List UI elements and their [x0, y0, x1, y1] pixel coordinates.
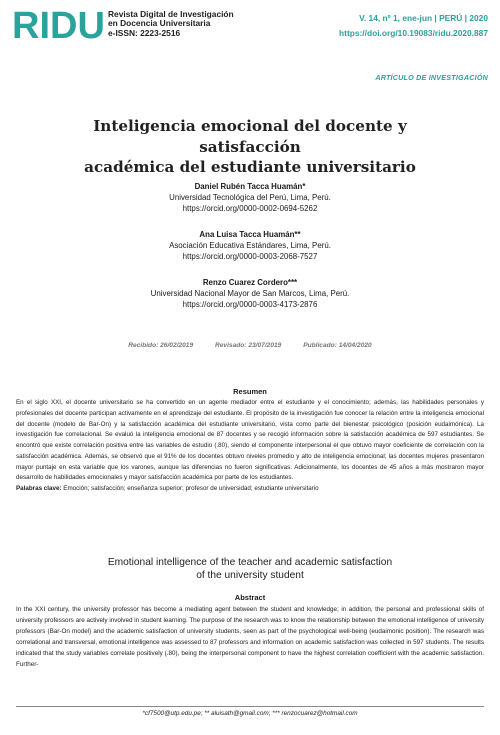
published-date: Publicado: 14/04/2020 [303, 342, 372, 349]
english-title-line2: of the university student [196, 570, 304, 581]
article-dates [40, 342, 460, 349]
author-name: Ana Luisa Tacca Huamán** [199, 230, 301, 239]
author-name: Daniel Rubén Tacca Huamán* [194, 182, 306, 191]
svg-text:RIDU: RIDU [12, 7, 105, 41]
article-title-line2: académica del estudiante universitario [84, 158, 416, 176]
footnote-divider [16, 706, 484, 707]
issue-info: V. 14, nº 1, ene-jun | PERÚ | 2020 [359, 13, 488, 23]
abstract-heading: Abstract [234, 593, 266, 602]
resumen-section [16, 398, 484, 495]
english-title [40, 556, 460, 582]
author-affiliation: Asociación Educativa Estándares, Lima, Perú. [169, 241, 331, 250]
author-orcid-link[interactable]: https://orcid.org/0000-0002-0694-5262 [182, 204, 318, 213]
journal-name-line1: Revista Digital de Investigación [108, 9, 234, 19]
revised-date: Revisado: 23/07/2019 [214, 342, 282, 349]
keywords-label: Palabras clave: [16, 485, 62, 492]
article-title-line1: Inteligencia emocional del docente y satisfacción [93, 117, 407, 156]
keywords-line [16, 484, 484, 495]
received-date: Recibido: 26/02/2019 [128, 342, 194, 349]
journal-issn: e-ISSN: 2223-2516 [108, 27, 181, 38]
author-orcid-link[interactable]: https://orcid.org/0000-0003-2068-7527 [182, 252, 318, 261]
article-type-label: ARTÍCULO DE INVESTIGACIÓN [375, 73, 488, 82]
author-affiliation: Universidad Tecnológica del Perú, Lima, Perú. [169, 193, 331, 202]
journal-name-line2: en Docencia Universitaria [108, 18, 211, 29]
journal-logo [12, 7, 107, 41]
resumen-text: En el siglo XXI, el docente universitario se ha convertido en un agente mediador entre el estudiante y el conocimiento; además, las habilidades personales y profesionales del docente participan activamente en el aprendizaje del estudiante. El propósito de la investigación fue conocer la relación entre la inteligencia emocional del docente (modelo de Bar-On) y la satisfacción académica del estudiante universitario, vista como parte del bienestar psicológico (posición eudaimónica). La investigación fue correlacional. Se evaluó la inteligencia emocional de 87 docentes y se recogió información sobre la satisfacción académica de 597 estudiantes. Se encontró que existe correlación positiva entre las variables de estudio (.80), siendo el componente interpersonal el que obtuvo mayor coeficiente de correlación con la satisfacción académica. Además, se observó que el 91% de los docentes obtuvo niveles promedio y alto de inteligencia emocional; las docentes mujeres presentaron mayor puntaje en esta variable que los varones, aunque las diferencias no fueron significativas. Adicionalmente, los docentes de 45 años a más mostraron mayor desarrollo de habilidades emocionales y mayor satisfacción académica por parte de los estudiantes. [16, 399, 484, 482]
doi-link[interactable]: https://doi.org/10.19083/ridu.2020.887 [339, 28, 488, 38]
author-orcid-link[interactable]: https://orcid.org/0000-0003-4173-2876 [182, 300, 318, 309]
journal-name [108, 10, 234, 38]
article-title [40, 116, 460, 178]
abstract-text: In the XXI century, the university professor has become a mediating agent between the student and knowledge; in addition, the personal and professional skills of university professors are actively involved in student learning. The purpose of the research was to know the relationship between the emotional intelligence of university professors (Bar-On model) and the academic satisfaction of university students, seen as part of the psychological well-being (eudaimonic position). The research was correlational and transversal, emotional intelligence was assessed to 87 professors and information on academic satisfaction was collected in 597 students. The results indicated that the study variables correlate positively (.80), being the interpersonal component to have the highest correlation coefficient with the academic satisfaction. Further- [16, 606, 484, 669]
resumen-heading: Resumen [233, 387, 267, 396]
author-block [40, 229, 460, 262]
author-block [40, 277, 460, 310]
english-title-line1: Emotional intelligence of the teacher and academic satisfaction [107, 557, 393, 568]
author-affiliation: Universidad Nacional Mayor de San Marcos, Lima, Perú. [150, 289, 350, 298]
footnote-emails: *cf7500@utp.edu.pe; ** aluisath@gmail.com; *** renzocuarez@hotmail.com [142, 710, 358, 717]
ridu-logo-icon [12, 7, 107, 41]
author-name: Renzo Cuarez Cordero*** [202, 278, 298, 287]
author-block [40, 181, 460, 214]
keywords-text: Emoción; satisfacción; enseñanza superior; profesor de universidad; estudiante universitario [63, 485, 319, 492]
